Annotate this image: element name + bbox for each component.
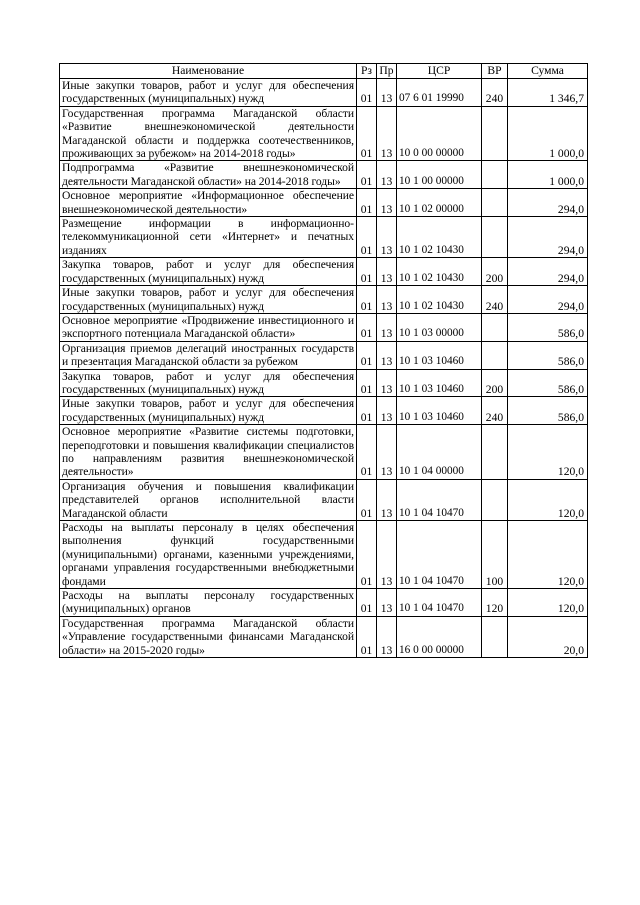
cell-vr <box>482 189 508 217</box>
table-row <box>60 425 588 480</box>
cell-vr: 100 <box>482 521 508 589</box>
header-pr: Пр <box>377 64 397 79</box>
cell-sum: 1 000,0 <box>508 106 588 161</box>
table-row <box>60 258 588 286</box>
cell-csr: 10 1 03 10460 <box>397 369 482 397</box>
cell-name: Организация приемов делегаций иностранных государств и презентация Магаданской области за рубежом <box>60 341 357 369</box>
cell-pr: 13 <box>377 479 397 520</box>
table-row <box>60 106 588 161</box>
table-body <box>60 79 588 658</box>
cell-pr: 13 <box>377 189 397 217</box>
cell-pr: 13 <box>377 397 397 425</box>
cell-sum: 586,0 <box>508 313 588 341</box>
cell-pr: 13 <box>377 286 397 314</box>
table-row <box>60 286 588 314</box>
cell-csr: 10 1 02 10430 <box>397 217 482 258</box>
cell-csr: 10 1 02 10430 <box>397 258 482 286</box>
cell-name: Подпрограмма «Развитие внешнеэкономической деятельности Магаданской области» на 2014-2018 годы» <box>60 161 357 189</box>
cell-csr: 10 1 02 10430 <box>397 286 482 314</box>
cell-pr: 13 <box>377 217 397 258</box>
cell-rz: 01 <box>357 313 377 341</box>
cell-name: Размещение информации в информационно-телекоммуникационной сети «Интернет» и печатных изданиях <box>60 217 357 258</box>
cell-name: Иные закупки товаров, работ и услуг для обеспечения государственных (муниципальных) нужд <box>60 79 357 107</box>
cell-pr: 13 <box>377 589 397 617</box>
cell-sum: 120,0 <box>508 521 588 589</box>
cell-name: Основное мероприятие «Продвижение инвестиционного и экспортного потенциала Магаданской области» <box>60 313 357 341</box>
table-row <box>60 397 588 425</box>
cell-sum: 294,0 <box>508 258 588 286</box>
cell-vr <box>482 161 508 189</box>
cell-csr: 10 1 04 10470 <box>397 521 482 589</box>
cell-rz: 01 <box>357 589 377 617</box>
cell-rz: 01 <box>357 521 377 589</box>
cell-sum: 586,0 <box>508 341 588 369</box>
cell-name: Расходы на выплаты персоналу в целях обеспечения выполнения функций государственными (муниципальными) органами, казенными учреждениями, органами управления государственными внебюджетными фондами <box>60 521 357 589</box>
cell-rz: 01 <box>357 369 377 397</box>
cell-rz: 01 <box>357 106 377 161</box>
cell-pr: 13 <box>377 369 397 397</box>
table-header-row <box>60 64 588 79</box>
cell-csr: 10 1 03 10460 <box>397 341 482 369</box>
cell-vr: 240 <box>482 397 508 425</box>
cell-sum: 586,0 <box>508 397 588 425</box>
cell-sum: 294,0 <box>508 189 588 217</box>
cell-name: Иные закупки товаров, работ и услуг для обеспечения государственных (муниципальных) нужд <box>60 286 357 314</box>
cell-name: Организация обучения и повышения квалификации представителей органов исполнительной власти Магаданской области <box>60 479 357 520</box>
table-row <box>60 479 588 520</box>
cell-vr: 240 <box>482 286 508 314</box>
cell-name: Закупка товаров, работ и услуг для обеспечения государственных (муниципальных) нужд <box>60 369 357 397</box>
cell-sum: 120,0 <box>508 479 588 520</box>
header-sum: Сумма <box>508 64 588 79</box>
cell-name: Государственная программа Магаданской области «Управление государственными финансами Магаданской области» на 2015-2020 годы» <box>60 616 357 657</box>
cell-pr: 13 <box>377 161 397 189</box>
cell-csr: 10 1 02 00000 <box>397 189 482 217</box>
cell-rz: 01 <box>357 425 377 480</box>
cell-vr <box>482 217 508 258</box>
cell-rz: 01 <box>357 616 377 657</box>
cell-rz: 01 <box>357 217 377 258</box>
table-row <box>60 313 588 341</box>
header-vr: ВР <box>482 64 508 79</box>
cell-sum: 20,0 <box>508 616 588 657</box>
cell-csr: 07 6 01 19990 <box>397 79 482 107</box>
cell-sum: 120,0 <box>508 425 588 480</box>
cell-name: Расходы на выплаты персоналу государственных (муниципальных) органов <box>60 589 357 617</box>
table-row <box>60 341 588 369</box>
cell-csr: 10 1 03 10460 <box>397 397 482 425</box>
cell-pr: 13 <box>377 258 397 286</box>
cell-name: Закупка товаров, работ и услуг для обеспечения государственных (муниципальных) нужд <box>60 258 357 286</box>
table-row <box>60 217 588 258</box>
header-rz: Рз <box>357 64 377 79</box>
cell-vr: 200 <box>482 369 508 397</box>
cell-rz: 01 <box>357 341 377 369</box>
cell-csr: 10 1 03 00000 <box>397 313 482 341</box>
cell-vr <box>482 616 508 657</box>
cell-pr: 13 <box>377 79 397 107</box>
table-row <box>60 79 588 107</box>
cell-rz: 01 <box>357 189 377 217</box>
header-csr: ЦСР <box>397 64 482 79</box>
cell-pr: 13 <box>377 521 397 589</box>
table-row <box>60 616 588 657</box>
cell-pr: 13 <box>377 341 397 369</box>
budget-table <box>59 63 588 658</box>
cell-rz: 01 <box>357 479 377 520</box>
cell-vr <box>482 479 508 520</box>
cell-csr: 16 0 00 00000 <box>397 616 482 657</box>
cell-rz: 01 <box>357 161 377 189</box>
cell-csr: 10 1 04 10470 <box>397 589 482 617</box>
cell-csr: 10 0 00 00000 <box>397 106 482 161</box>
cell-name: Основное мероприятие «Информационное обеспечение внешнеэкономической деятельности» <box>60 189 357 217</box>
cell-vr: 240 <box>482 79 508 107</box>
cell-rz: 01 <box>357 258 377 286</box>
cell-csr: 10 1 04 00000 <box>397 425 482 480</box>
cell-vr <box>482 313 508 341</box>
cell-pr: 13 <box>377 616 397 657</box>
cell-sum: 586,0 <box>508 369 588 397</box>
cell-sum: 294,0 <box>508 286 588 314</box>
cell-vr: 200 <box>482 258 508 286</box>
cell-csr: 10 1 04 10470 <box>397 479 482 520</box>
cell-vr <box>482 341 508 369</box>
cell-name: Иные закупки товаров, работ и услуг для обеспечения государственных (муниципальных) нужд <box>60 397 357 425</box>
cell-rz: 01 <box>357 79 377 107</box>
cell-rz: 01 <box>357 397 377 425</box>
cell-sum: 1 000,0 <box>508 161 588 189</box>
cell-sum: 120,0 <box>508 589 588 617</box>
table-row <box>60 161 588 189</box>
table-row <box>60 189 588 217</box>
cell-pr: 13 <box>377 425 397 480</box>
cell-vr <box>482 425 508 480</box>
cell-sum: 1 346,7 <box>508 79 588 107</box>
cell-csr: 10 1 00 00000 <box>397 161 482 189</box>
table-row <box>60 589 588 617</box>
cell-sum: 294,0 <box>508 217 588 258</box>
cell-pr: 13 <box>377 313 397 341</box>
cell-rz: 01 <box>357 286 377 314</box>
table-row <box>60 521 588 589</box>
table-row <box>60 369 588 397</box>
cell-name: Государственная программа Магаданской области «Развитие внешнеэкономической деятельности Магаданской области и поддержка соотечественников, проживающих за рубежом» на 2014-2018 годы» <box>60 106 357 161</box>
cell-vr <box>482 106 508 161</box>
cell-name: Основное мероприятие «Развитие системы подготовки, переподготовки и повышения квалификации специалистов по направлениям развития внешнеэкономической деятельности» <box>60 425 357 480</box>
cell-vr: 120 <box>482 589 508 617</box>
cell-pr: 13 <box>377 106 397 161</box>
header-name: Наименование <box>60 64 357 79</box>
